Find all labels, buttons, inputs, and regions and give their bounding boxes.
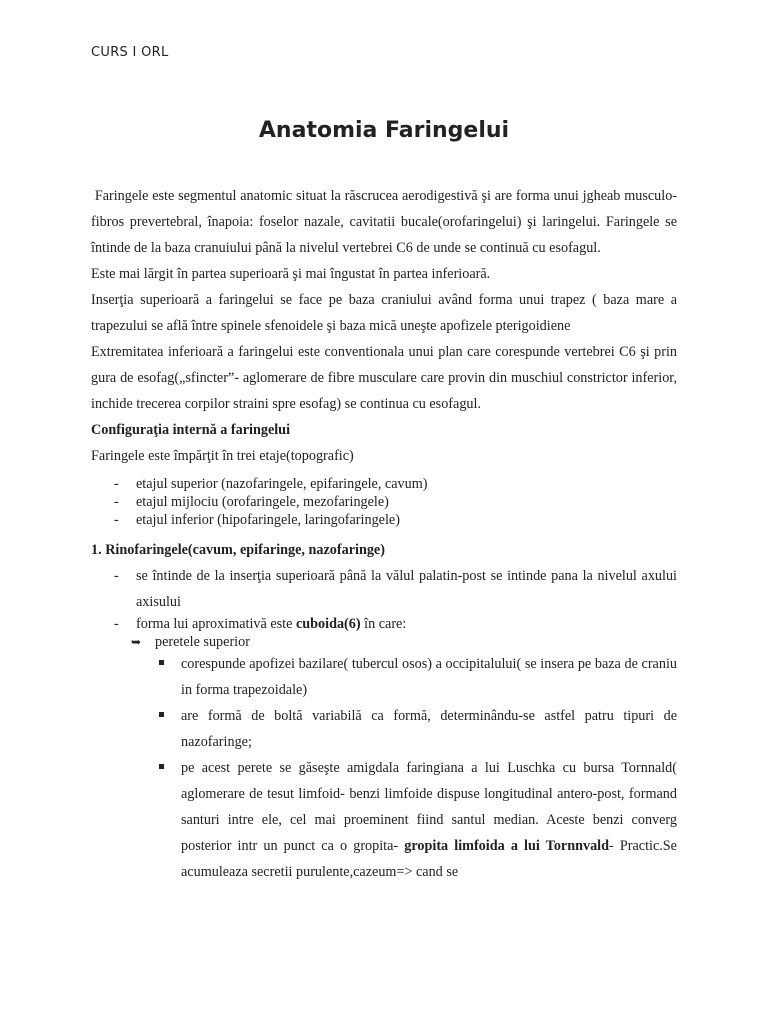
list-item: [91, 615, 677, 633]
list-item: [91, 755, 677, 885]
sub-label-text: peretele superior: [155, 634, 250, 650]
document-body: [91, 183, 681, 885]
section-heading-rinofaringe: 1. Rinofaringele(cavum, epifaringe, nazofaringe): [91, 542, 385, 558]
running-header: CURS I ORL: [91, 45, 169, 60]
list-item: are formă de boltă variabilă ca formă, determinându-se astfel patru tipuri de nazofaringe;: [91, 703, 677, 755]
bold-text: gropita limfoida a lui Tornnvald: [404, 838, 610, 854]
arrow-bullet-icon: ➥: [131, 635, 142, 649]
text: pe acest perete se găseşte amigdala faringiana a lui Luschka cu bursa Tornnald( aglomerare de tesut limfoid- benzi limfoide dispuse longitudinal antero-post, formand santuri intre ele, cel mai proeminent fiind santul median. Aceste benzi converg posterior intr un punct ca o gropita-: [181, 760, 677, 854]
list-item: - etajul mijlociu (orofaringele, mezofaringele): [91, 493, 677, 511]
paragraph: Este mai lărgit în partea superioară şi mai îngustat în partea inferioară.: [91, 266, 491, 282]
text: - Practic.Se acumuleaza secretii purulente,cazeum=> cand se: [181, 838, 677, 880]
perete-superior-list: [91, 651, 677, 885]
rino-list: [91, 563, 677, 633]
paragraph: Faringele este împărţit în trei etaje(topografic): [91, 448, 354, 464]
sublist-label: [91, 633, 677, 651]
paragraph: Extremitatea inferioară a faringelui este conventionala unui plan care corespunde vertebrei C6 şi prin gura de esofag(„sfincter”- aglomerare de fibre musculare care provin din muschiul constrictor inferior, inchide trecerea corpilor straini spre esofag) se continua cu esofagul.: [91, 344, 677, 412]
list-item: corespunde apofizei bazilare( tubercul osos) a occipitalului( se insera pe baza de craniu in forma trapezoidale): [91, 651, 677, 703]
bold-text: cuboida(6): [295, 616, 361, 632]
etaje-list: [91, 475, 677, 529]
paragraph: Inserţia superioară a faringelui se face pe baza craniului având forma unui trapez ( baza mare a trapezului se află între spinele sfenoidele şi baza mică uneşte apofizele pterigoidiene: [91, 292, 677, 334]
text: forma lui aproximativă este: [136, 616, 296, 632]
page-title: Anatomia Faringelui: [258, 118, 510, 143]
list-item: - se întinde de la inserţia superioară până la vălul palatin-post se intinde pana la nivelul axului axisului: [91, 563, 677, 615]
paragraph-intro: Faringele este segmentul anatomic situat la răscrucea aerodigestivă şi are forma unui jgheab musculo-fibros prevertebral, înapoia: foselor nazale, cavitatii bucale(orofaringelui) şi laringelui. Faringele se întinde de la baza cranuiului până la nivelul vertebrei C6 de unde se continuă cu esofagul.: [91, 188, 681, 256]
text: în care:: [360, 616, 407, 632]
section-heading-config: Configuraţia internă a faringelui: [91, 422, 291, 438]
list-item: - etajul superior (nazofaringele, epifaringele, cavum): [91, 475, 677, 493]
list-item: - etajul inferior (hipofaringele, laringofaringele): [91, 511, 677, 529]
